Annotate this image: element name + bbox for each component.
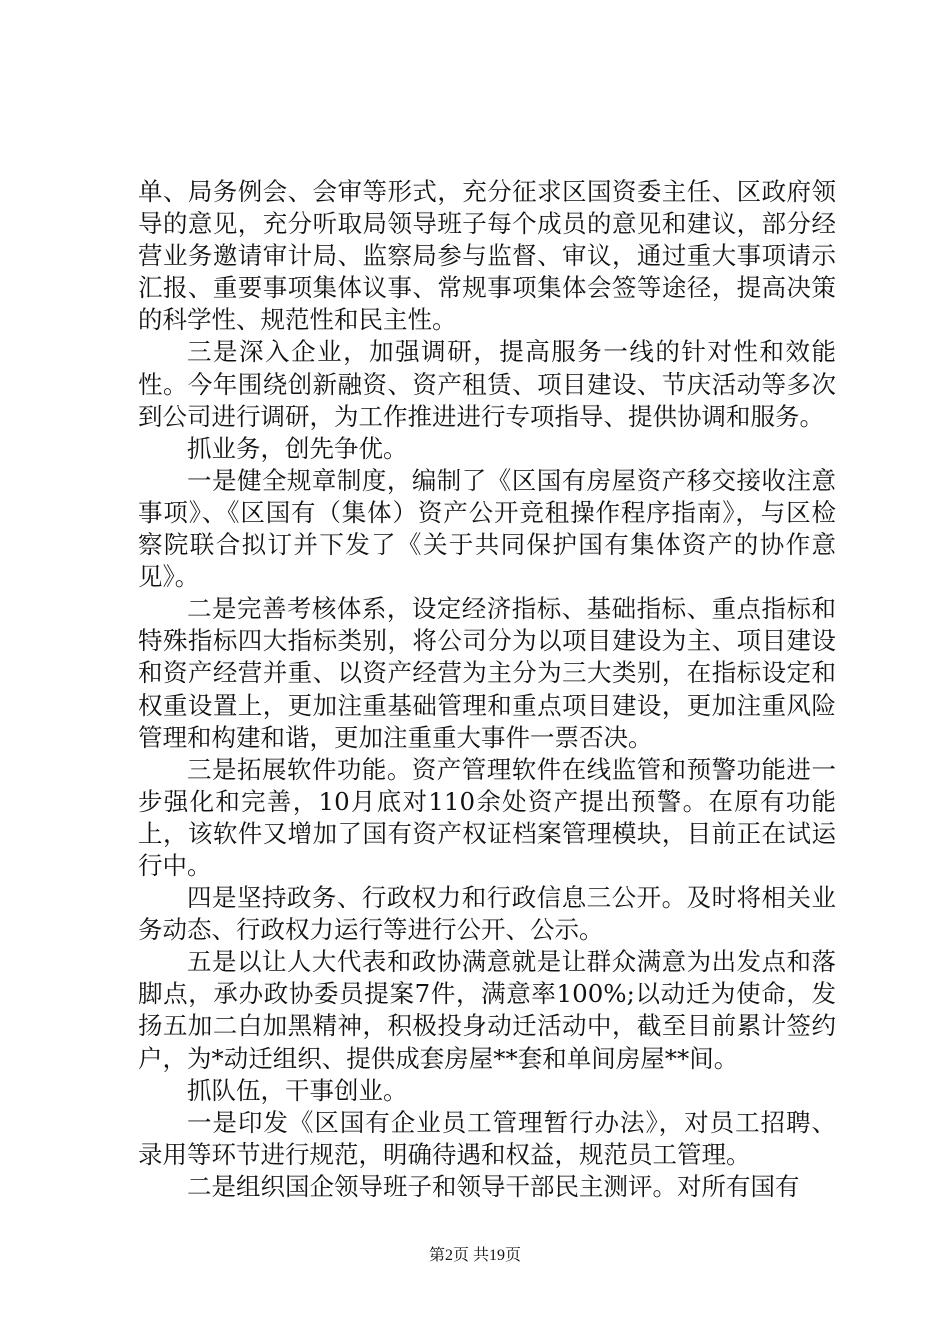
paragraph: 五是以让人大代表和政协满意就是让群众满意为出发点和落脚点，承办政协委员提案7件，满意率100%;以动迁为使命，发扬五加二白加黑精神，积极投身动迁活动中，截至目前累计签约户，为*动迁组织、提供成套房屋**套和单间房屋**间。 <box>138 947 836 1073</box>
paragraph: 四是坚持政务、行政权力和行政信息三公开。及时将相关业务动态、行政权力运行等进行公开、公示。 <box>138 883 836 945</box>
document-body <box>138 176 836 1203</box>
section-heading: 抓业务，创先争优。 <box>187 433 408 463</box>
paragraph: 一是印发《区国有企业员工管理暂行办法》，对员工招聘、录用等环节进行规范，明确待遇和权益，规范员工管理。 <box>138 1107 836 1169</box>
paragraph: 单、局务例会、会审等形式，充分征求区国资委主任、区政府领导的意见，充分听取局领导班子每个成员的意见和建议，部分经营业务邀请审计局、监察局参与监督、审议，通过重大事项请示汇报、重要事项集体议事、常规事项集体会签等途径，提高决策的科学性、规范性和民主性。 <box>138 177 836 335</box>
section-heading: 抓队伍，干事创业。 <box>187 1075 408 1105</box>
page-footer: 第2页 共19页 <box>428 1247 521 1264</box>
paragraph: 三是拓展软件功能。资产管理软件在线监管和预警功能进一步强化和完善，10月底对110余处资产提出预警。在原有功能上，该软件又增加了国有资产权证档案管理模块，目前正在试运行中。 <box>138 754 836 880</box>
paragraph: 二是完善考核体系，设定经济指标、基础指标、重点指标和特殊指标四大指标类别，将公司分为以项目建设为主、项目建设和资产经营并重、以资产经营为主分为三大类别，在指标设定和权重设置上，更加注重基础管理和重点项目建设，更加注重风险管理和构建和谐，更加注重重大事件一票否决。 <box>138 594 836 752</box>
paragraph: 二是组织国企领导班子和领导干部民主测评。对所有国有 <box>187 1171 800 1201</box>
paragraph: 一是健全规章制度，编制了《区国有房屋资产移交接收注意事项》、《区国有（集体）资产公开竞租操作程序指南》，与区检察院联合拟订并下发了《关于共同保护国有集体资产的协作意见》。 <box>138 465 836 592</box>
paragraph: 三是深入企业，加强调研，提高服务一线的针对性和效能性。今年围绕创新融资、资产租赁、项目建设、节庆活动等多次到公司进行调研，为工作推进进行专项指导、提供协调和服务。 <box>138 337 836 431</box>
